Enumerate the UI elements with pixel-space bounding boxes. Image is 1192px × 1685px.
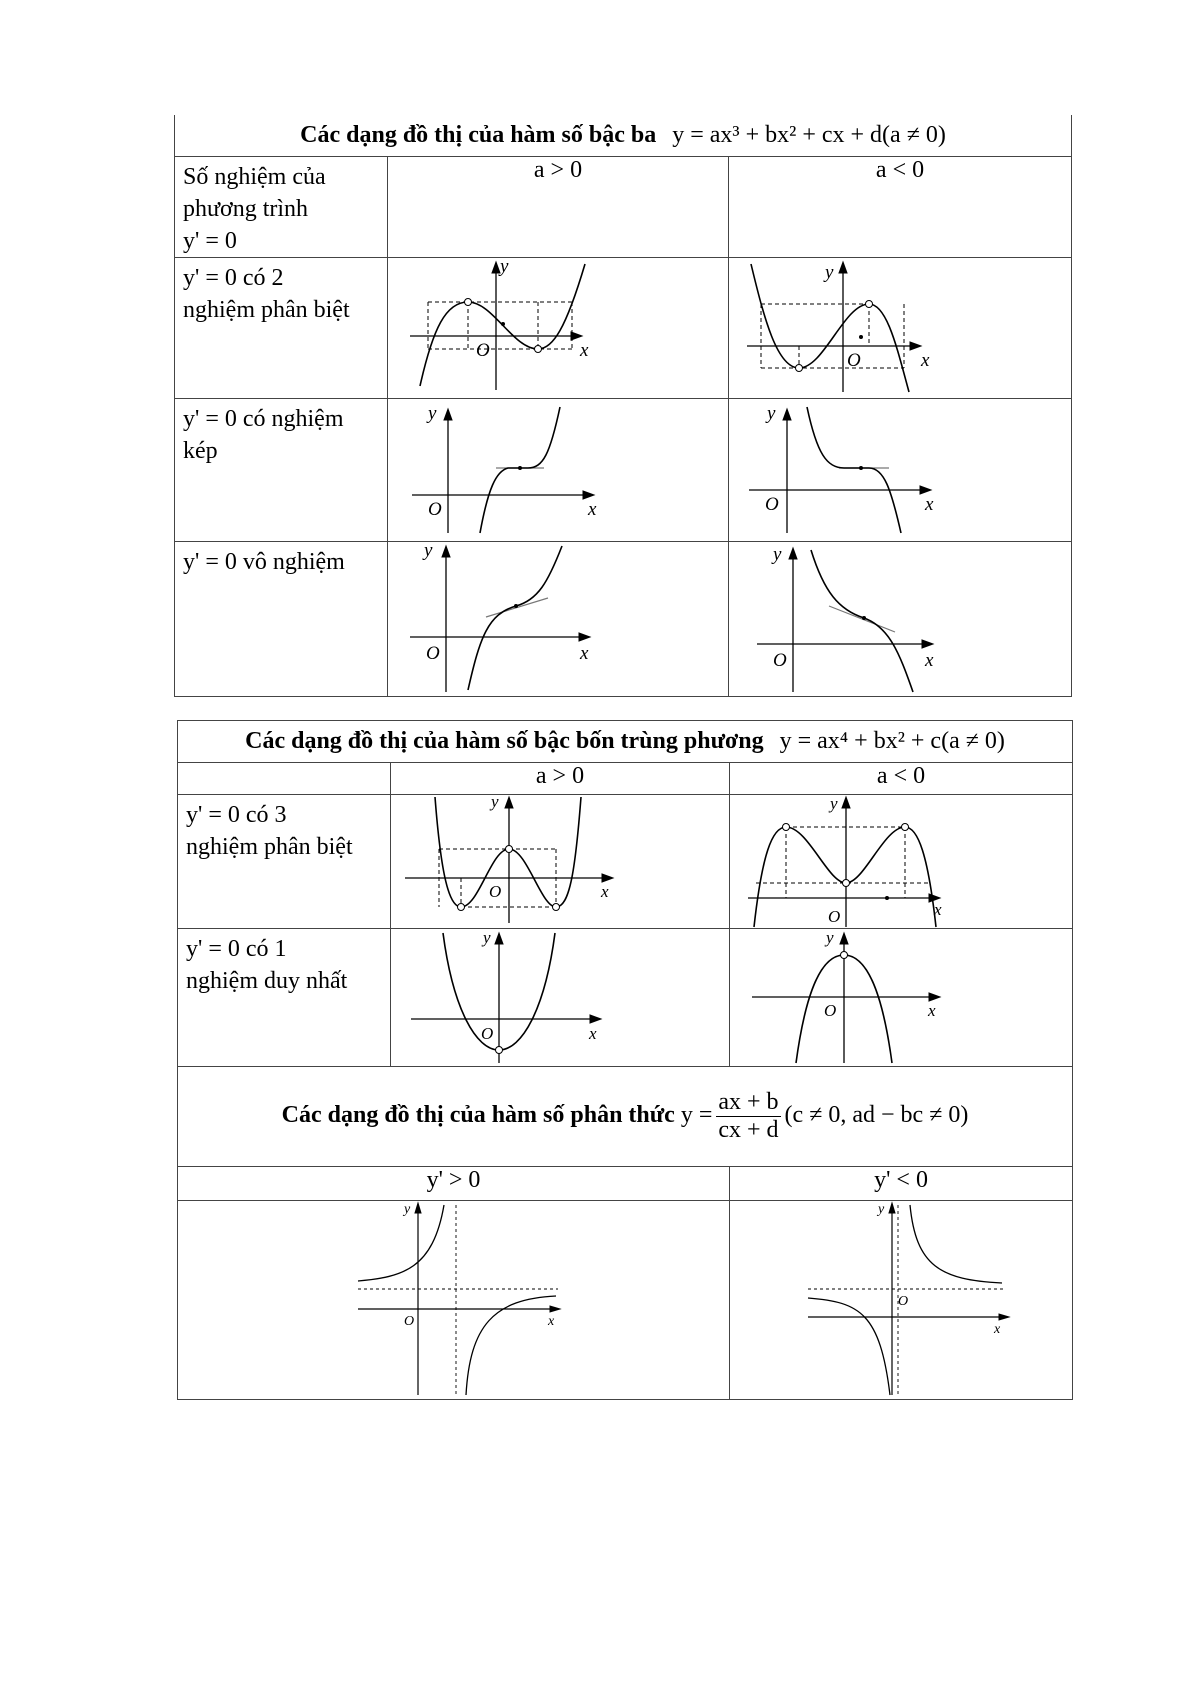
quartic-curve bbox=[754, 827, 936, 927]
x-label: x bbox=[548, 1314, 555, 1329]
min-point bbox=[796, 365, 803, 372]
row-label-line: y' = 0 có nghiệm bbox=[183, 406, 344, 432]
quartic-title bbox=[178, 721, 1073, 763]
rational-graph-neg bbox=[730, 1201, 1073, 1399]
cubic-title bbox=[175, 115, 1072, 157]
quartic-corner-header bbox=[178, 763, 391, 795]
origin-label: O bbox=[828, 907, 841, 926]
corner-line-2: phương trình bbox=[183, 196, 309, 222]
x-axis-arrow bbox=[583, 491, 594, 499]
row-label-line: y' = 0 vô nghiệm bbox=[183, 549, 345, 575]
tangent-line bbox=[829, 606, 895, 632]
x-axis-arrow bbox=[999, 1314, 1009, 1320]
rational-graph-pos bbox=[178, 1201, 730, 1399]
cubic-curve bbox=[468, 546, 562, 690]
quartic-graph-cell-pos-one-root bbox=[391, 929, 730, 1067]
cubic-corner-header bbox=[175, 157, 388, 258]
max-point bbox=[506, 846, 513, 853]
max-point bbox=[841, 952, 848, 959]
quartic-graph-cell-neg-one-root bbox=[730, 929, 1073, 1067]
rational-fraction bbox=[716, 1089, 780, 1144]
y-label: y bbox=[878, 1202, 885, 1217]
cubic-graph-cell-pos-two-roots bbox=[388, 258, 729, 399]
origin-label: O bbox=[765, 494, 779, 515]
cubic-table bbox=[174, 115, 1072, 697]
y-label: y bbox=[825, 262, 834, 283]
hyperbola-left-branch bbox=[358, 1205, 444, 1281]
inflection-point bbox=[501, 322, 505, 326]
min-point bbox=[553, 904, 560, 911]
quartic-graph-neg-three-roots bbox=[730, 795, 1073, 928]
rational-title bbox=[178, 1067, 1073, 1167]
cubic-graph-pos-double-root bbox=[388, 399, 729, 541]
corner-line-3: y' = 0 bbox=[183, 228, 237, 254]
x-axis-arrow bbox=[550, 1306, 560, 1312]
cubic-graph-cell-pos-double-root bbox=[388, 399, 729, 542]
y-axis-arrow bbox=[839, 262, 847, 273]
cubic-equation: y = ax³ + bx² + cx + d(a ≠ 0) bbox=[672, 122, 946, 148]
origin-label: O bbox=[773, 650, 787, 671]
quartic-graph-pos-one-root bbox=[391, 929, 730, 1066]
cubic-graph-cell-pos-no-roots bbox=[388, 542, 729, 697]
x-label: x bbox=[588, 499, 597, 520]
x-label: x bbox=[925, 650, 934, 671]
quartic-title-text: Các dạng đồ thị của hàm số bậc bốn trùng phương bbox=[245, 728, 764, 754]
cubic-row-label-two-roots bbox=[175, 258, 388, 399]
rational-numerator: ax + b bbox=[718, 1089, 779, 1115]
cubic-graph-cell-neg-two-roots bbox=[729, 258, 1072, 399]
max-point bbox=[465, 299, 472, 306]
quartic-equation: y = ax⁴ + bx² + c(a ≠ 0) bbox=[779, 728, 1005, 754]
quartic-graph-pos-three-roots bbox=[391, 795, 730, 928]
y-axis-arrow bbox=[444, 409, 452, 420]
point-on-axis bbox=[885, 896, 889, 900]
x-axis-arrow bbox=[920, 486, 931, 494]
y-label: y bbox=[483, 929, 491, 947]
rational-col-neg-text: y' < 0 bbox=[874, 1167, 928, 1193]
row-label-line: y' = 0 có 3 bbox=[186, 802, 287, 828]
y-axis-arrow bbox=[889, 1203, 895, 1213]
quartic-col-neg-text: a < 0 bbox=[876, 763, 926, 789]
y-axis-arrow bbox=[492, 262, 500, 273]
cubic-curve bbox=[751, 264, 909, 392]
y-axis-arrow bbox=[789, 548, 797, 559]
y-label: y bbox=[830, 795, 838, 813]
y-label: y bbox=[767, 403, 776, 424]
quartic-graph-cell-neg-three-roots bbox=[730, 795, 1073, 929]
y-label: y bbox=[428, 403, 437, 424]
rational-graph-cell-pos bbox=[178, 1201, 730, 1400]
row-label-line: nghiệm phân biệt bbox=[186, 834, 353, 860]
inflection-point bbox=[859, 466, 863, 470]
max-point bbox=[783, 824, 790, 831]
x-axis-arrow bbox=[571, 332, 582, 340]
quartic-col-pos-text: a > 0 bbox=[535, 763, 585, 789]
origin-label: O bbox=[481, 1024, 494, 1043]
y-label: y bbox=[826, 929, 834, 947]
rational-denominator: cx + d bbox=[718, 1117, 779, 1143]
quartic-rational-table bbox=[177, 720, 1073, 1400]
x-label: x bbox=[580, 643, 589, 664]
rational-condition: (c ≠ 0, ad − bc ≠ 0) bbox=[784, 1102, 969, 1129]
hyperbola-right-branch bbox=[910, 1205, 1002, 1283]
y-label: y bbox=[773, 544, 782, 565]
cubic-graph-cell-neg-no-roots bbox=[729, 542, 1072, 697]
max-point bbox=[866, 301, 873, 308]
y-axis-arrow bbox=[442, 546, 450, 557]
cubic-graph-neg-two-roots bbox=[729, 258, 1072, 398]
origin-label: O bbox=[404, 1314, 415, 1329]
quartic-row-label-one-root bbox=[178, 929, 391, 1067]
x-label: x bbox=[921, 350, 930, 371]
cubic-col-header-pos bbox=[388, 157, 729, 258]
quartic-row-label-three-roots bbox=[178, 795, 391, 929]
y-axis-arrow bbox=[505, 797, 513, 808]
x-label: x bbox=[925, 494, 934, 515]
origin-label: O bbox=[898, 1294, 909, 1309]
x-label: x bbox=[580, 340, 589, 361]
inflection-point bbox=[514, 604, 518, 608]
y-axis-arrow bbox=[840, 933, 848, 944]
max-point bbox=[902, 824, 909, 831]
x-label: x bbox=[994, 1322, 1001, 1337]
y-label: y bbox=[500, 258, 509, 277]
cubic-curve bbox=[807, 407, 901, 533]
y-axis-arrow bbox=[495, 933, 503, 944]
x-label: x bbox=[934, 900, 942, 919]
quartic-graph-cell-pos-three-roots bbox=[391, 795, 730, 929]
y-axis-arrow bbox=[783, 409, 791, 420]
inflection-point bbox=[518, 466, 522, 470]
quartic-graph-neg-one-root bbox=[730, 929, 1073, 1066]
cubic-graph-neg-double-root bbox=[729, 399, 1072, 541]
cubic-curve bbox=[811, 550, 913, 692]
min-point bbox=[458, 904, 465, 911]
x-label: x bbox=[589, 1024, 597, 1043]
min-point bbox=[843, 880, 850, 887]
rational-col-header-pos bbox=[178, 1167, 730, 1201]
x-label: x bbox=[928, 1001, 936, 1020]
inflection-point bbox=[859, 335, 863, 339]
cubic-graph-pos-no-roots bbox=[388, 542, 729, 696]
y-axis-arrow bbox=[415, 1203, 421, 1213]
cubic-graph-cell-neg-double-root bbox=[729, 399, 1072, 542]
x-axis-arrow bbox=[922, 640, 933, 648]
row-label-line: kép bbox=[183, 438, 218, 464]
row-label-line: nghiệm phân biệt bbox=[183, 297, 350, 323]
origin-label: O bbox=[489, 882, 502, 901]
x-axis-arrow bbox=[579, 633, 590, 641]
cubic-row-label-double-root bbox=[175, 399, 388, 542]
cubic-col-pos-text: a > 0 bbox=[533, 157, 583, 183]
x-axis-arrow bbox=[929, 993, 940, 1001]
origin-label: O bbox=[847, 350, 861, 371]
quartic-col-header-pos bbox=[391, 763, 730, 795]
min-point bbox=[496, 1047, 503, 1054]
corner-line-1: Số nghiệm của bbox=[183, 164, 326, 190]
row-label-line: y' = 0 có 2 bbox=[183, 265, 284, 291]
rational-title-text: Các dạng đồ thị của hàm số phân thức bbox=[281, 1102, 675, 1129]
row-label-line: y' = 0 có 1 bbox=[186, 936, 287, 962]
cubic-graph-neg-no-roots bbox=[729, 542, 1072, 696]
y-axis-arrow bbox=[842, 797, 850, 808]
origin-label: O bbox=[476, 340, 490, 361]
x-axis-arrow bbox=[910, 342, 921, 350]
hyperbola-right-branch bbox=[466, 1296, 556, 1395]
cubic-col-header-neg bbox=[729, 157, 1072, 258]
origin-label: O bbox=[824, 1001, 837, 1020]
cubic-title-text: Các dạng đồ thị của hàm số bậc ba bbox=[300, 122, 657, 148]
quartic-col-header-neg bbox=[730, 763, 1073, 795]
inflection-point bbox=[862, 616, 866, 620]
y-label: y bbox=[404, 1202, 411, 1217]
y-label: y bbox=[491, 795, 499, 811]
y-label: y bbox=[424, 542, 433, 561]
x-axis-arrow bbox=[602, 874, 613, 882]
origin-label: O bbox=[426, 643, 440, 664]
row-label-line: nghiệm duy nhất bbox=[186, 968, 348, 994]
min-point bbox=[535, 346, 542, 353]
x-axis-arrow bbox=[590, 1015, 601, 1023]
hyperbola-left-branch bbox=[808, 1298, 890, 1395]
origin-label: O bbox=[428, 499, 442, 520]
x-label: x bbox=[601, 882, 609, 901]
rational-y-eq: y = bbox=[680, 1102, 713, 1129]
rational-graph-cell-neg bbox=[730, 1201, 1073, 1400]
cubic-col-neg-text: a < 0 bbox=[875, 157, 925, 183]
cubic-graph-pos-two-roots bbox=[388, 258, 729, 398]
rational-col-pos-text: y' > 0 bbox=[426, 1167, 481, 1193]
cubic-row-label-no-roots bbox=[175, 542, 388, 697]
rational-col-header-neg bbox=[730, 1167, 1073, 1201]
